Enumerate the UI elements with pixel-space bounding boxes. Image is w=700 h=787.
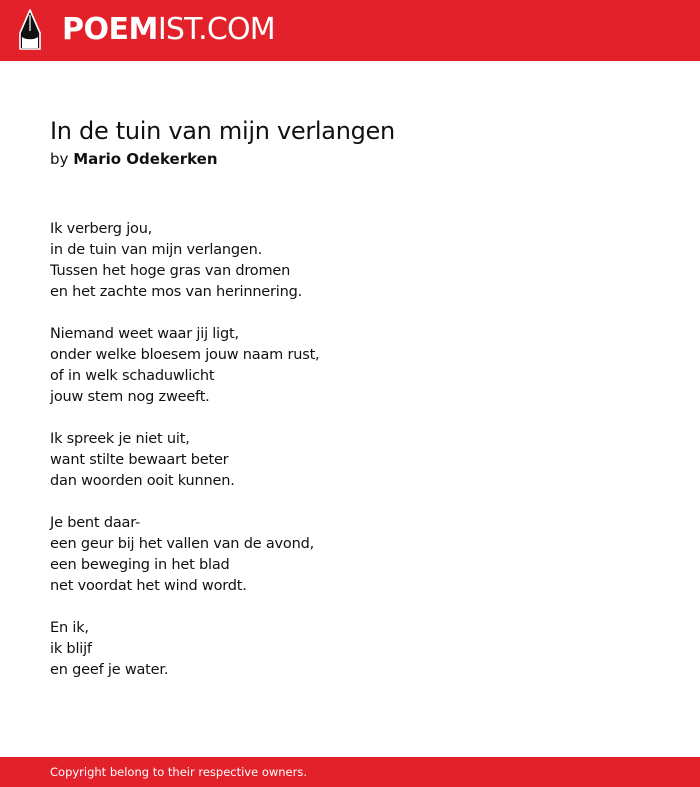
site-logo[interactable] (62, 12, 275, 48)
poem-line: Je bent daar- (50, 515, 141, 531)
stanza-4 (50, 513, 650, 597)
logo-bold-text: POEM (62, 12, 158, 47)
copyright-notice: Copyright belong to their respective owners. (50, 765, 308, 779)
poem-line: dan woorden ooit kunnen. (50, 473, 235, 489)
poem-body (50, 219, 650, 702)
site-header (0, 0, 700, 61)
poem-line: Ik verberg jou, (50, 221, 153, 237)
stanza-5 (50, 618, 650, 681)
poem-line: net voordat het wind wordt. (50, 578, 247, 594)
poem-line: in de tuin van mijn verlangen. (50, 242, 263, 258)
poem-line: of in welk schaduwlicht (50, 368, 215, 384)
by-label: by (50, 150, 69, 168)
byline (50, 149, 218, 169)
poem-line: Niemand weet waar jij ligt, (50, 326, 239, 342)
site-footer (0, 757, 700, 787)
poem-line: en het zachte mos van herinnering. (50, 284, 303, 300)
poem-line: Tussen het hoge gras van dromen (50, 263, 291, 279)
poem-line: een geur bij het vallen van de avond, (50, 536, 314, 552)
poem-line: want stilte bewaart beter (50, 452, 229, 468)
poem-title: In de tuin van mijn verlangen (50, 117, 395, 145)
poem-line: en geef je water. (50, 662, 169, 678)
poem-line: een beweging in het blad (50, 557, 230, 573)
stanza-1 (50, 219, 650, 303)
poem-line: En ik, (50, 620, 89, 636)
stanza-2 (50, 324, 650, 408)
poem-line: Ik spreek je niet uit, (50, 431, 190, 447)
poem-line: ik blijf (50, 641, 92, 657)
poem-line: jouw stem nog zweeft. (50, 389, 210, 405)
author-name: Mario Odekerken (73, 150, 218, 168)
poem-line: onder welke bloesem jouw naam rust, (50, 347, 320, 363)
pen-nib-icon[interactable] (17, 9, 43, 51)
stanza-3 (50, 429, 650, 492)
logo-light-text: IST.COM (157, 12, 275, 47)
